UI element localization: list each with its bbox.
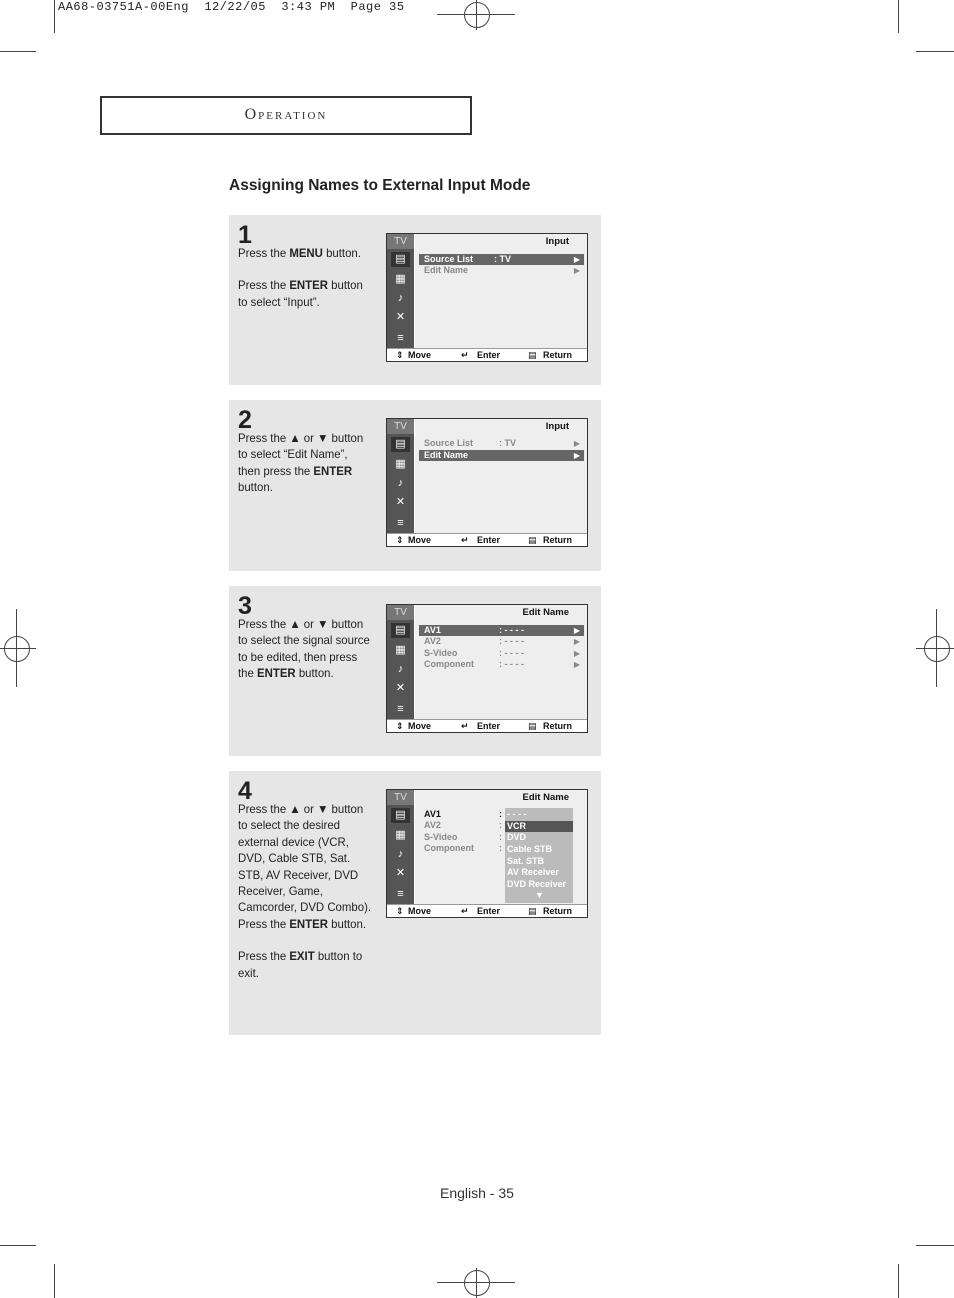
crop-mark xyxy=(916,1245,954,1246)
updown-arrow-icon: ⇕ xyxy=(396,535,404,545)
menu-sidebar xyxy=(387,419,414,534)
menu-footer: ⇕ Move ↵ Enter ▤ Return xyxy=(387,719,587,732)
return-icon: ▤ xyxy=(528,721,537,731)
return-icon: ▤ xyxy=(528,350,537,360)
step-panel-1 xyxy=(229,215,601,385)
crop-mark xyxy=(898,0,899,33)
sound-icon: ♪ xyxy=(397,477,404,489)
input-icon: ▤ xyxy=(391,808,410,823)
sound-icon: ♪ xyxy=(397,292,404,304)
enter-icon: ↵ xyxy=(461,350,469,360)
updown-arrow-icon: ⇕ xyxy=(396,721,404,731)
return-icon: ▤ xyxy=(528,535,537,545)
input-icon: ▤ xyxy=(391,437,410,452)
step-number: 1 xyxy=(238,221,252,249)
crop-mark xyxy=(0,1245,36,1246)
menu-row: S-Video : - - - - ▶ xyxy=(424,648,580,658)
menu-content xyxy=(415,605,587,720)
setup-icon: ≡ xyxy=(397,703,404,715)
tv-label: TV xyxy=(387,605,414,620)
menu-footer: ⇕ Move ↵ Enter ▤ Return xyxy=(387,533,587,546)
step-number: 2 xyxy=(238,406,252,434)
crop-mark xyxy=(54,0,55,33)
step-number: 3 xyxy=(238,592,252,620)
tv-label: TV xyxy=(387,790,414,805)
antenna-icon: ✕ xyxy=(395,867,406,879)
step-instructions: Press the ▲ or ▼ button to select the desired external device (VCR, DVD, Cable STB, Sat. STB, AV Receiver, DVD Receiver, Game, Camcorder, DVD Combo). Press the ENTER button. Press the EXIT button to exit. xyxy=(238,802,372,980)
menu-row: Component : - - - - ▶ xyxy=(424,659,580,669)
menu-row: AV1 : xyxy=(424,809,502,819)
step-panel-4 xyxy=(229,771,601,1035)
menu-row: Edit Name ▶ xyxy=(424,265,580,275)
return-icon: ▤ xyxy=(528,906,537,916)
crop-mark xyxy=(54,1264,55,1298)
setup-icon: ≡ xyxy=(397,517,404,529)
tv-menu-screen xyxy=(386,233,588,362)
menu-row: Source List : TV ▶ xyxy=(419,254,584,265)
dropdown-option: Cable STB xyxy=(507,844,553,854)
menu-footer: ⇕ Move ↵ Enter ▤ Return xyxy=(387,348,587,361)
menu-title: Edit Name xyxy=(522,792,569,803)
menu-row: AV2 : xyxy=(424,820,502,830)
menu-title: Input xyxy=(545,421,569,432)
dropdown-option: VCR xyxy=(505,821,573,832)
picture-icon: ▦ xyxy=(395,458,406,470)
step-instructions: Press the MENU button. Press the ENTER button to select “Input”. xyxy=(238,246,363,309)
menu-row: Source List : TV ▶ xyxy=(424,438,580,448)
dropdown-option: AV Receiver xyxy=(507,867,559,877)
menu-title: Input xyxy=(545,236,569,247)
menu-content xyxy=(415,419,587,534)
page-heading: Assigning Names to External Input Mode xyxy=(229,177,531,194)
menu-sidebar xyxy=(387,605,414,720)
picture-icon: ▦ xyxy=(395,273,406,285)
section-title-box xyxy=(100,96,472,135)
section-title: Operation xyxy=(244,106,328,123)
tv-menu-screen xyxy=(386,418,588,547)
tv-menu-screen xyxy=(386,604,588,733)
enter-icon: ↵ xyxy=(461,721,469,731)
antenna-icon: ✕ xyxy=(395,682,406,694)
step-panel-3 xyxy=(229,586,601,756)
tv-menu-screen xyxy=(386,789,588,918)
picture-icon: ▦ xyxy=(395,644,406,656)
menu-footer: ⇕ Move ↵ Enter ▤ Return xyxy=(387,904,587,917)
dropdown-option: DVD Receiver xyxy=(507,879,567,889)
dropdown-option: Sat. STB xyxy=(507,856,545,866)
menu-content xyxy=(415,790,587,905)
menu-sidebar xyxy=(387,234,414,349)
enter-icon: ↵ xyxy=(461,906,469,916)
step-instructions: Press the ▲ or ▼ button to select “Edit Name”, then press the ENTER button. xyxy=(238,431,364,495)
tv-label: TV xyxy=(387,234,414,249)
page-footer: English - 35 xyxy=(440,1185,514,1201)
updown-arrow-icon: ⇕ xyxy=(396,350,404,360)
antenna-icon: ✕ xyxy=(395,496,406,508)
chevron-down-icon: ▼ xyxy=(535,890,544,900)
sound-icon: ♪ xyxy=(397,848,404,860)
print-slug: AA68-03751A-00Eng 12/22/05 3:43 PM Page 35 xyxy=(58,0,405,14)
menu-row: Component : xyxy=(424,843,502,853)
menu-row: S-Video : xyxy=(424,832,502,842)
updown-arrow-icon: ⇕ xyxy=(396,906,404,916)
dropdown-option: DVD xyxy=(507,832,527,842)
crop-mark xyxy=(916,51,954,52)
crop-mark xyxy=(898,1264,899,1298)
tv-label: TV xyxy=(387,419,414,434)
crop-mark xyxy=(0,51,36,52)
setup-icon: ≡ xyxy=(397,888,404,900)
antenna-icon: ✕ xyxy=(395,311,406,323)
input-icon: ▤ xyxy=(391,252,410,267)
enter-icon: ↵ xyxy=(461,535,469,545)
picture-icon: ▦ xyxy=(395,829,406,841)
step-panel-2 xyxy=(229,400,601,571)
menu-row: AV1 : - - - - ▶ xyxy=(419,625,584,636)
menu-row: Edit Name ▶ xyxy=(419,450,584,461)
menu-row: AV2 : - - - - ▶ xyxy=(424,636,580,646)
dropdown-option: - - - - xyxy=(507,809,527,819)
menu-content xyxy=(415,234,587,349)
menu-title: Edit Name xyxy=(522,607,569,618)
setup-icon: ≡ xyxy=(397,332,404,344)
menu-sidebar xyxy=(387,790,414,905)
input-icon: ▤ xyxy=(391,623,410,638)
device-dropdown xyxy=(505,808,573,903)
sound-icon: ♪ xyxy=(397,663,404,675)
step-number: 4 xyxy=(238,777,252,805)
step-instructions: Press the ▲ or ▼ button to select the signal source to be edited, then press the ENTER button. xyxy=(238,617,370,681)
